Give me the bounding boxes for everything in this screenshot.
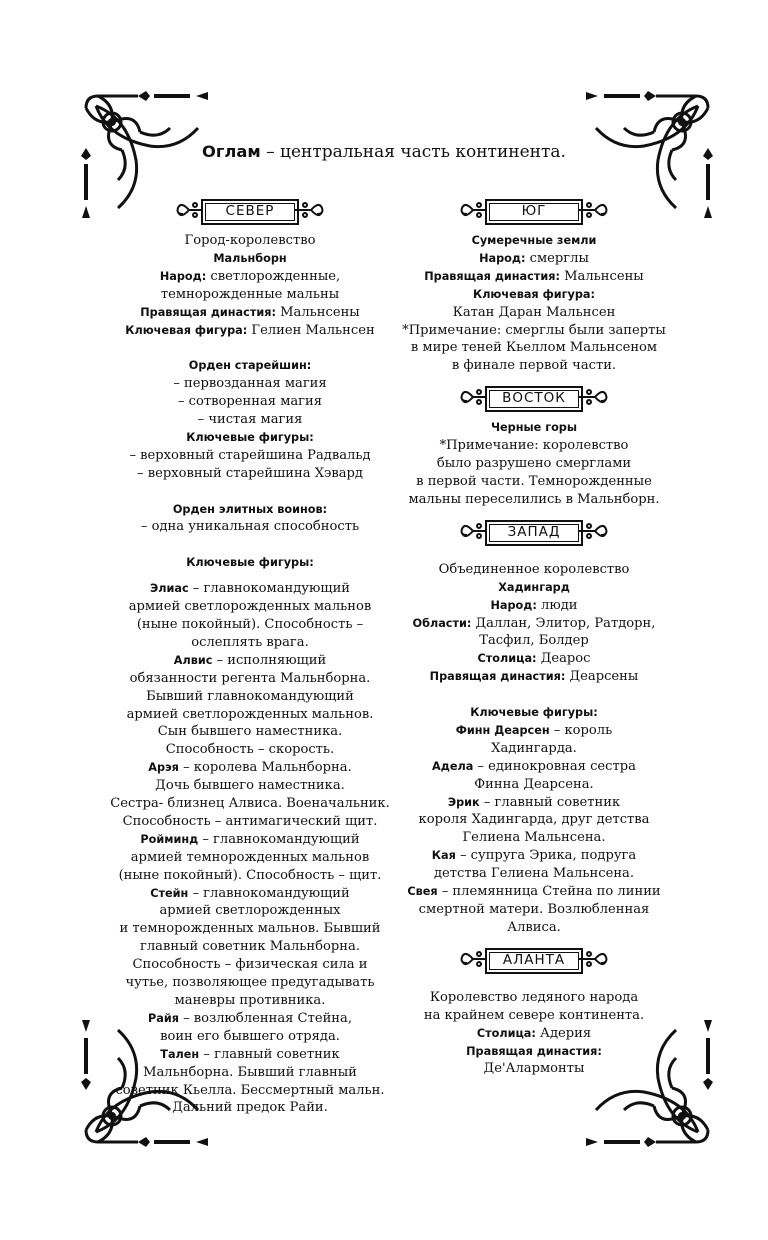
text-line: Финна Деарсена. — [474, 776, 594, 792]
section-heading: Орден элитных воинов: — [172, 502, 328, 516]
character-name: Тален — [160, 1047, 200, 1061]
label: Народ: — [159, 269, 207, 283]
banner-label: СЕВЕР — [201, 199, 299, 225]
text-line: мальны переселились в Мальнборн. — [408, 491, 660, 507]
value: – главнокомандующий — [188, 581, 351, 597]
label: Народ: — [490, 598, 537, 612]
character-name: Райя — [147, 1011, 179, 1025]
character-name: Свея — [407, 885, 438, 899]
text-line: армией светлорожденных мальнов. — [126, 706, 374, 722]
text-line: Сестра- близнец Алвиса. Военачальник. — [110, 796, 390, 812]
text-line: *Примечание: смерглы были заперты — [402, 322, 666, 338]
text-line: Тасфил, Болдер — [479, 633, 589, 649]
scroll-ornament-icon — [579, 197, 609, 223]
text-line: на крайнем севере континента. — [423, 1007, 645, 1023]
value: Мальнсены — [275, 304, 360, 320]
text-line: Способность – антимагический щит. — [122, 813, 378, 829]
value: Даллан, Элитор, Ратдорн, — [471, 615, 656, 631]
kingdom-name: Хадингард — [498, 580, 570, 594]
character-name: Кая — [431, 849, 456, 863]
section-heading: Ключевые фигуры: — [186, 430, 314, 444]
label: Народ: — [479, 251, 526, 265]
character-name: Финн Деарсен — [455, 723, 550, 737]
banner-label: ЮГ — [485, 199, 583, 225]
banner-label: ВОСТОК — [485, 386, 583, 412]
text-line: Хадингарда. — [491, 740, 577, 756]
text-line: Сын бывшего наместника. — [157, 724, 343, 740]
value: – супруга Эрика, подруга — [455, 848, 637, 864]
value: люди — [536, 597, 578, 613]
text-line: – сотворенная магия — [177, 394, 323, 410]
text-line: Объединенное королевство — [438, 561, 630, 577]
text-line: – верховный старейшина Хэвард — [136, 465, 363, 481]
right-column — [378, 196, 690, 1078]
title-name: Оглам — [202, 142, 261, 161]
text-line: было разрушено смерглами — [436, 456, 632, 472]
text-line: – чистая магия — [197, 412, 303, 428]
value: – главнокомандующий — [188, 885, 350, 901]
label: Ключевая фигура: — [125, 323, 248, 337]
page-title — [0, 142, 768, 162]
banner-south — [459, 196, 609, 226]
section-heading: Ключевые фигуры: — [470, 706, 598, 720]
text-line: *Примечание: королевство — [439, 438, 629, 454]
text-line: ослеплять врага. — [191, 634, 309, 650]
text-line: в финале первой части. — [451, 358, 617, 374]
text-line: смертной матери. Возлюбленная — [418, 901, 650, 917]
label: Правящая династия: — [140, 305, 276, 319]
banner-label: АЛАНТА — [485, 948, 583, 974]
label: Правящая династия: — [424, 269, 560, 283]
text-line: Катан Даран Мальнсен — [452, 304, 616, 320]
text-line: в мире теней Кьеллом Мальнсеном — [410, 340, 658, 356]
text-line: советник Кьелла. Бессмертный мальн. — [115, 1082, 385, 1098]
value: – король — [549, 722, 613, 738]
text-line: армией темнорожденных мальнов — [130, 849, 370, 865]
banner-north — [175, 196, 325, 226]
character-name: Стейн — [150, 886, 189, 900]
scroll-ornament-icon — [295, 197, 325, 223]
land-name: Черные горы — [490, 421, 578, 435]
text-line: Королевство ледяного народа — [429, 989, 639, 1005]
value: – племянница Стейна по линии — [437, 884, 661, 900]
text-line: чутье, позволяющее предугадывать — [125, 975, 375, 991]
label: Правящая династия: — [466, 1044, 602, 1058]
text-line: – верховный старейшина Радвальд — [129, 447, 371, 463]
text-line: обязанности регента Мальнборна. — [129, 670, 371, 686]
text-line: Способность – физическая сила и — [132, 957, 368, 973]
north-column — [90, 196, 410, 1117]
value: – королева Мальнборна. — [178, 760, 352, 776]
text-line: Алвиса. — [507, 919, 561, 935]
banner-alanta — [459, 945, 609, 975]
text-line: Бывший главнокомандующий — [146, 688, 354, 704]
section-heading: Ключевые фигуры: — [186, 556, 314, 570]
value: – главный советник — [479, 794, 621, 810]
character-name: Алвис — [173, 653, 213, 667]
text-line: Дочь бывшего наместника. — [155, 778, 345, 794]
text-line: Мальнборна. Бывший главный — [143, 1064, 357, 1080]
text-line: главный советник Мальнборна. — [139, 939, 360, 955]
value: Гелиен Мальнсен — [247, 322, 375, 338]
text-line: Город-королевство — [184, 233, 316, 248]
land-name: Сумеречные земли — [471, 234, 597, 247]
text-line: Де'Алармонты — [483, 1061, 585, 1077]
value: – единокровная сестра — [473, 758, 636, 774]
scroll-ornament-icon — [579, 518, 609, 544]
label: Области: — [412, 616, 472, 630]
text-line: Гелиена Мальнсена. — [462, 830, 606, 846]
city-name: Мальнборн — [213, 251, 287, 265]
text-line: детства Гелиена Мальнсена. — [433, 866, 635, 882]
text-line: армией светлорожденных — [159, 903, 341, 919]
character-name: Эрик — [447, 795, 480, 809]
text-line: темнорожденные мальны — [160, 286, 340, 302]
label: Ключевая фигура: — [473, 287, 595, 301]
value: – возлюбленная Стейна, — [178, 1010, 352, 1026]
label: Столица: — [477, 652, 537, 666]
text-line: короля Хадингарда, друг детства — [418, 812, 650, 828]
text-line: Дальний предок Райи. — [172, 1100, 328, 1116]
text-line: – одна уникальная способность — [140, 519, 360, 535]
value: светлорожденные, — [206, 268, 341, 284]
label: Правящая династия: — [429, 670, 566, 684]
section-heading: Орден старейшин: — [188, 359, 312, 373]
scroll-ornament-icon — [579, 384, 609, 410]
value: Деарос — [536, 651, 591, 667]
text-line: в первой части. Темнорожденные — [416, 473, 652, 489]
value: – исполняющий — [212, 652, 327, 668]
value: Адерия — [535, 1025, 592, 1041]
character-name: Ройминд — [140, 832, 199, 846]
text-line: (ныне покойный). Способность – — [136, 616, 364, 632]
text-line: и темнорожденных мальнов. Бывший — [119, 921, 381, 937]
banner-label: ЗАПАД — [485, 520, 583, 546]
title-rest: – центральная часть континента. — [260, 142, 566, 162]
scroll-ornament-icon — [579, 946, 609, 972]
value: – главнокомандующий — [198, 831, 360, 847]
text-line: армией светлорожденных мальнов — [128, 599, 372, 615]
value: Деарсены — [565, 669, 639, 685]
text-line: маневры противника. — [174, 993, 326, 1009]
banner-east — [459, 383, 609, 413]
character-name: Элиас — [149, 582, 189, 596]
text-line: (ныне покойный). Способность – щит. — [118, 867, 382, 883]
character-name: Адела — [432, 759, 474, 773]
value: Мальнсены — [559, 268, 644, 284]
text-line: – первозданная магия — [173, 376, 327, 392]
character-name: Арэя — [148, 761, 179, 775]
value: – главный советник — [199, 1046, 340, 1062]
label: Столица: — [476, 1026, 536, 1040]
text-line: воин его бывшего отряда. — [160, 1028, 340, 1044]
value: смерглы — [525, 250, 589, 266]
text-line: Способность – скорость. — [165, 742, 335, 758]
banner-west — [459, 517, 609, 547]
